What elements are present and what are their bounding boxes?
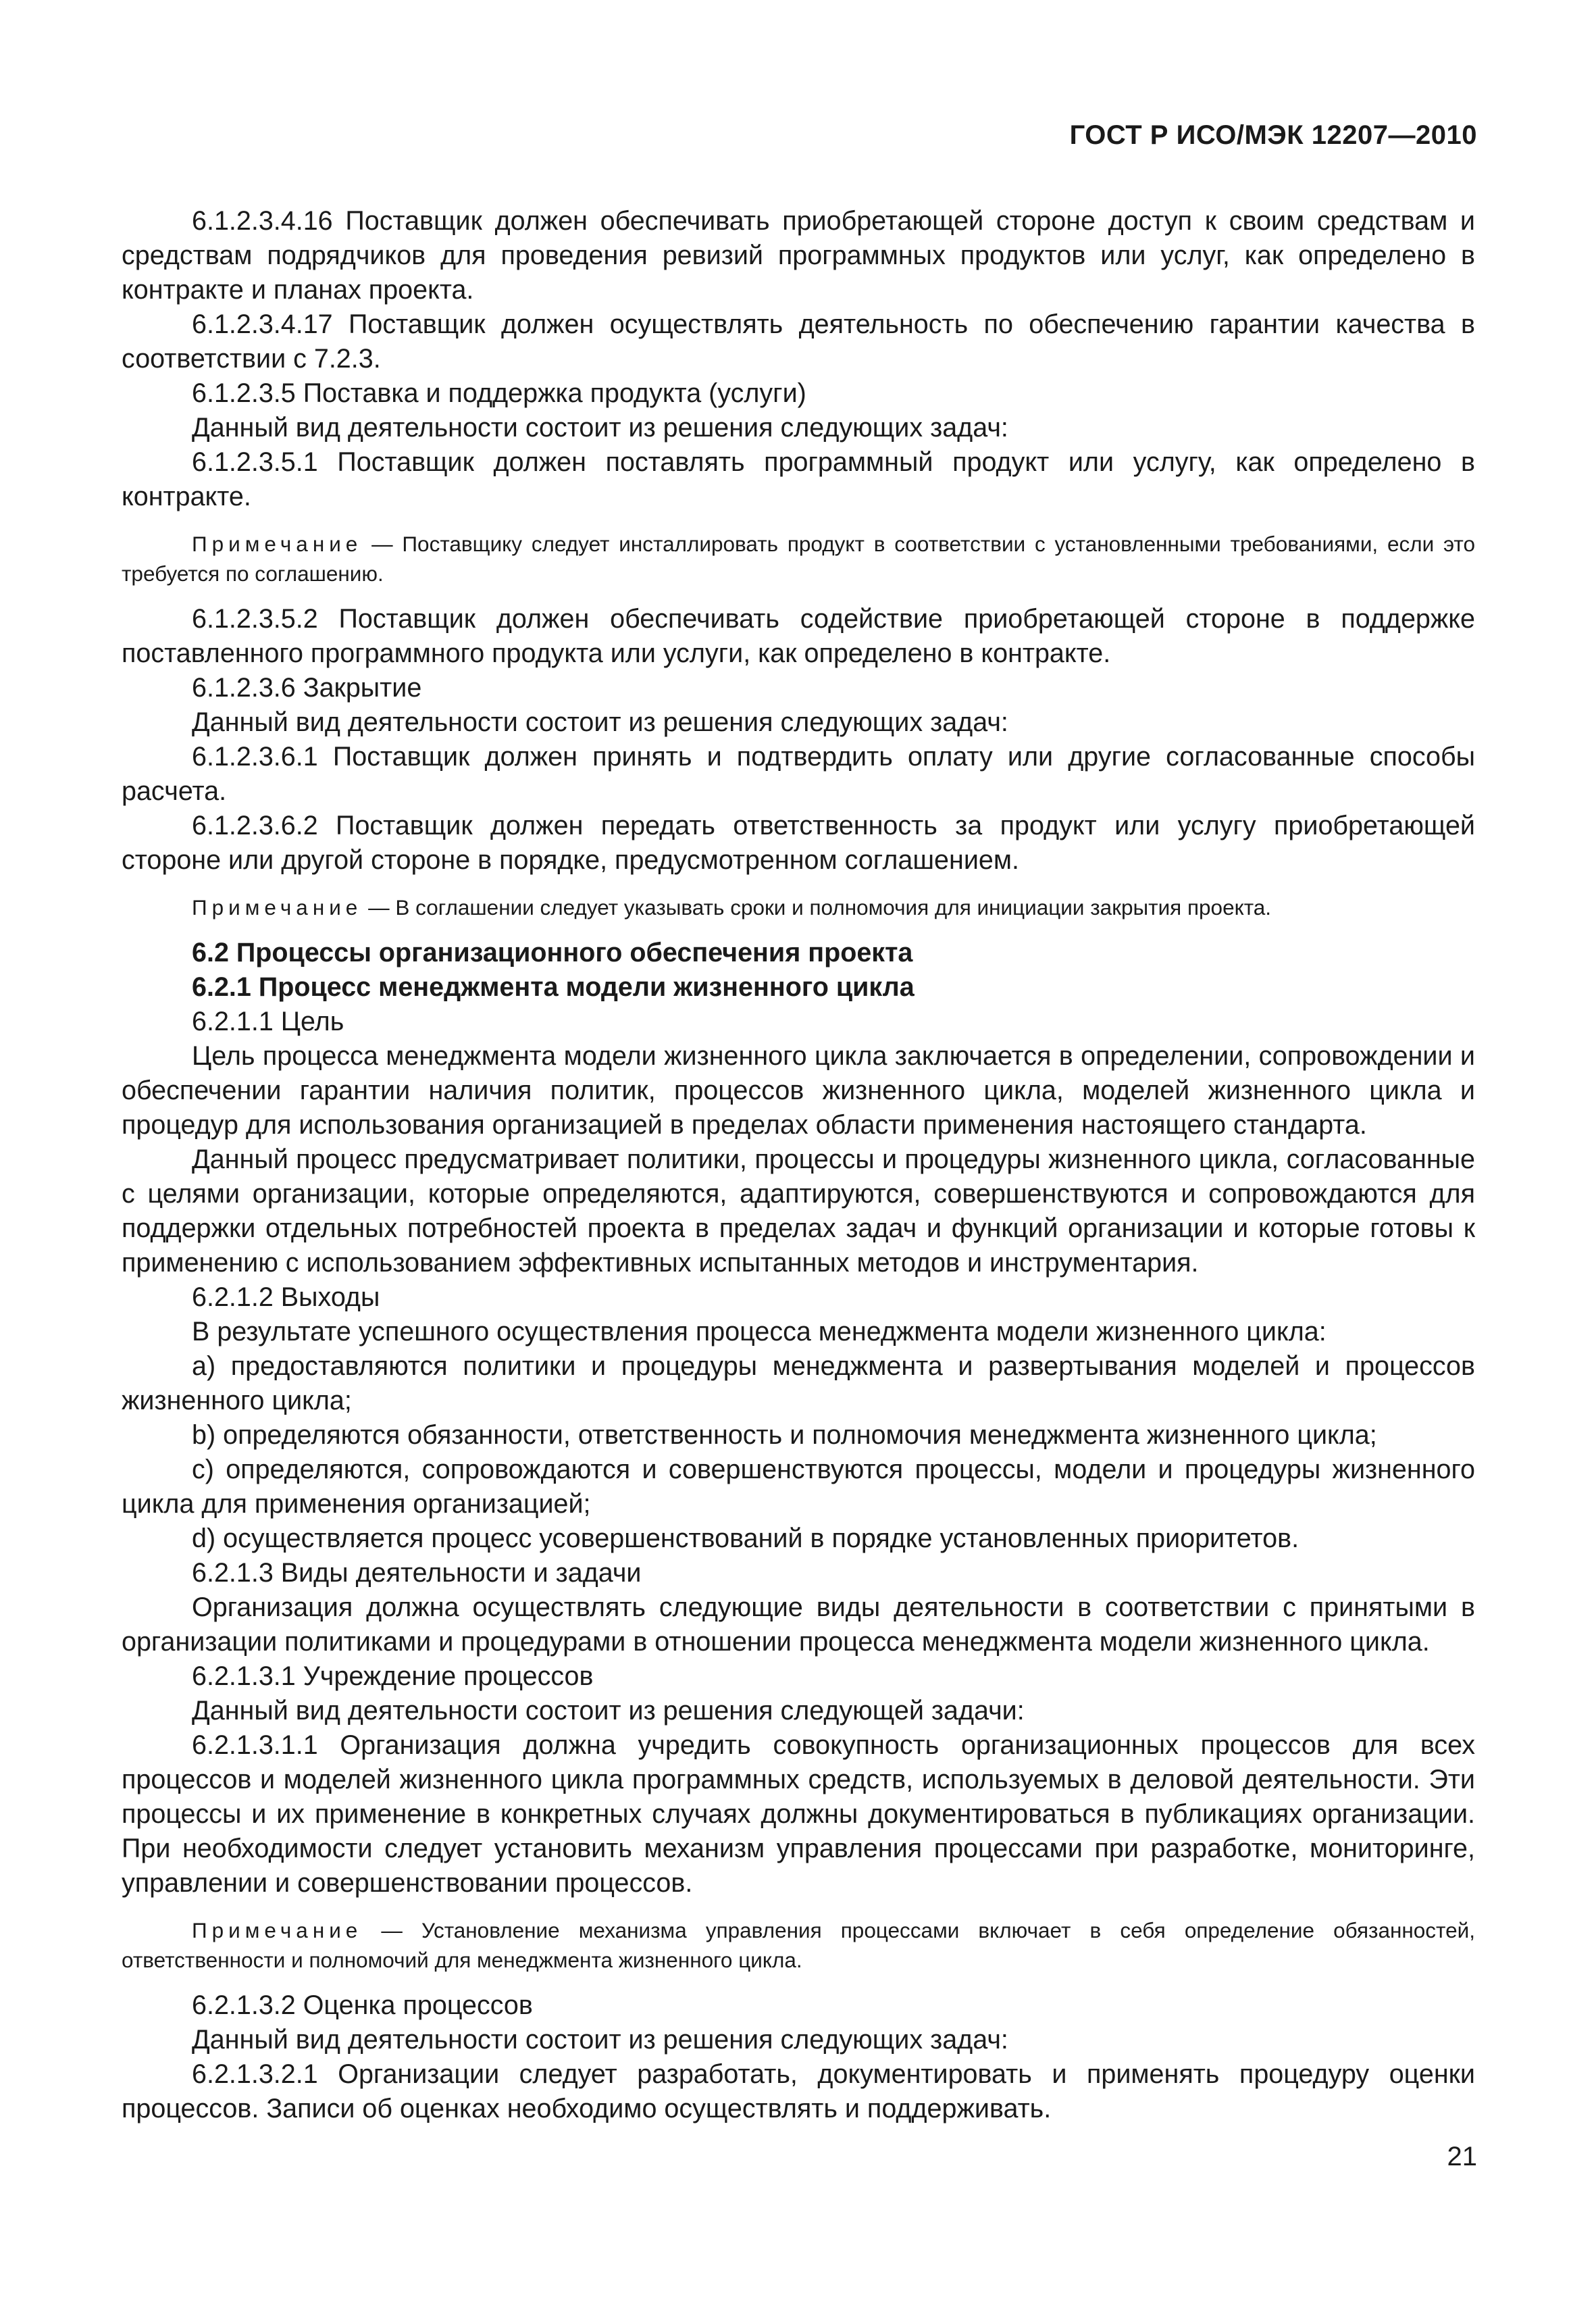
- note: [122, 1915, 1475, 1975]
- paragraph: Данный процесс предусматривает политики, процессы и процедуры жизненного цикла, согласованные с целями организации, которые определяются, адаптируются, совершенствуются и сопровождаются для поддержки отдельных потребностей проекта в пределах задач и функций организации и которые готовы к применению с использованием эффективных испытанных методов и инструментария.: [122, 1145, 1475, 1278]
- paragraph: 6.1.2.3.6.1 Поставщик должен принять и подтвердить оплату или другие согласованные способы расчета.: [122, 742, 1475, 806]
- paragraph: 6.1.2.3.6.2 Поставщик должен передать ответственность за продукт или услугу приобретающей стороне или другой стороне в порядке, предусмотренном соглашением.: [122, 811, 1475, 875]
- paragraph: Данный вид деятельности состоит из решения следующих задач:: [192, 413, 1008, 443]
- note-text: — В соглашении следует указывать сроки и полномочия для инициации закрытия проекта.: [362, 895, 1272, 920]
- paragraph: Данный вид деятельности состоит из решения следующей задачи:: [192, 1696, 1025, 1726]
- paragraph: 6.1.2.3.4.17 Поставщик должен осуществлять деятельность по обеспечению гарантии качества в соответствии с 7.2.3.: [122, 309, 1475, 374]
- list-item: c) определяются, сопровождаются и совершенствуются процессы, модели и процедуры жизненного цикла для применения организацией;: [122, 1455, 1475, 1519]
- paragraph: 6.2.1.3.1.1 Организация должна учредить совокупность организационных процессов для всех процессов и моделей жизненного цикла программных средств, используемых в деловой деятельности. Эти процессы и их применение в конкретных случаях должны документироваться в публикациях организации. При необходимости следует установить механизм управления процессами при разработке, мониторинге, управлении и совершенствовании процессов.: [122, 1730, 1475, 1898]
- paragraph: 6.2.1.3 Виды деятельности и задачи: [192, 1558, 642, 1588]
- note: [122, 892, 1475, 922]
- paragraph: Данный вид деятельности состоит из решения следующих задач:: [192, 2025, 1008, 2055]
- paragraph: 6.1.2.3.6 Закрытие: [192, 673, 422, 703]
- paragraph: 6.1.2.3.5.2 Поставщик должен обеспечивать содействие приобретающей стороне в поддержке поставленного программного продукта или услуги, как определено в контракте.: [122, 604, 1475, 668]
- note-text: — Поставщику следует инсталлировать продукт в соответствии с установленными требованиями, если это требуется по соглашению.: [122, 532, 1475, 586]
- paragraph: 6.2.1.1 Цель: [192, 1007, 344, 1036]
- document-body: [122, 204, 1475, 2126]
- list-item: d) осуществляется процесс усовершенствований в порядке установленных приоритетов.: [192, 1524, 1299, 1553]
- note-label: Примечание: [192, 1918, 363, 1942]
- paragraph: 6.2.1.3.1 Учреждение процессов: [192, 1661, 594, 1691]
- page-number: 21: [1447, 2142, 1477, 2171]
- paragraph: 6.2.1.3.2 Оценка процессов: [192, 1990, 533, 2020]
- note-label: Примечание: [192, 532, 363, 556]
- paragraph: Данный вид деятельности состоит из решения следующих задач:: [192, 707, 1008, 737]
- paragraph: 6.1.2.3.4.16 Поставщик должен обеспечивать приобретающей стороне доступ к своим средствам и средствам подрядчиков для проведения ревизий программных продуктов или услуг, как определено в контракте и планах проекта.: [122, 206, 1475, 305]
- section-heading: 6.2 Процессы организационного обеспечения проекта: [192, 938, 913, 967]
- paragraph: 6.2.1.2 Выходы: [192, 1282, 380, 1312]
- paragraph: 6.1.2.3.5.1 Поставщик должен поставлять программный продукт или услугу, как определено в контракте.: [122, 447, 1475, 511]
- note-label: Примечание: [192, 895, 363, 920]
- standard-header: ГОСТ Р ИСО/МЭК 12207—2010: [1069, 120, 1477, 150]
- section-heading: 6.2.1 Процесс менеджмента модели жизненного цикла: [192, 972, 915, 1002]
- paragraph: Организация должна осуществлять следующие виды деятельности в соответствии с принятыми в организации политиками и процедурами в отношении процесса менеджмента модели жизненного цикла.: [122, 1592, 1475, 1657]
- note-text: — Установление механизма управления процессами включает в себя определение обязанностей, ответственности и полномочий для менеджмента жизненного цикла.: [122, 1918, 1475, 1972]
- list-item: b) определяются обязанности, ответственность и полномочия менеджмента жизненного цикла;: [192, 1420, 1377, 1450]
- list-item: a) предоставляются политики и процедуры менеджмента и развертывания моделей и процессов жизненного цикла;: [122, 1351, 1475, 1415]
- paragraph: Цель процесса менеджмента модели жизненного цикла заключается в определении, сопровождении и обеспечении гарантии наличия политик, процессов жизненного цикла, моделей жизненного цикла и процедур для использования организацией в пределах области применения настоящего стандарта.: [122, 1041, 1475, 1140]
- paragraph: 6.1.2.3.5 Поставка и поддержка продукта (услуги): [192, 378, 806, 408]
- note: [122, 529, 1475, 588]
- paragraph: 6.2.1.3.2.1 Организации следует разработать, документировать и применять процедуру оценки процессов. Записи об оценках необходимо осуществлять и поддерживать.: [122, 2059, 1475, 2123]
- paragraph: В результате успешного осуществления процесса менеджмента модели жизненного цикла:: [192, 1317, 1327, 1347]
